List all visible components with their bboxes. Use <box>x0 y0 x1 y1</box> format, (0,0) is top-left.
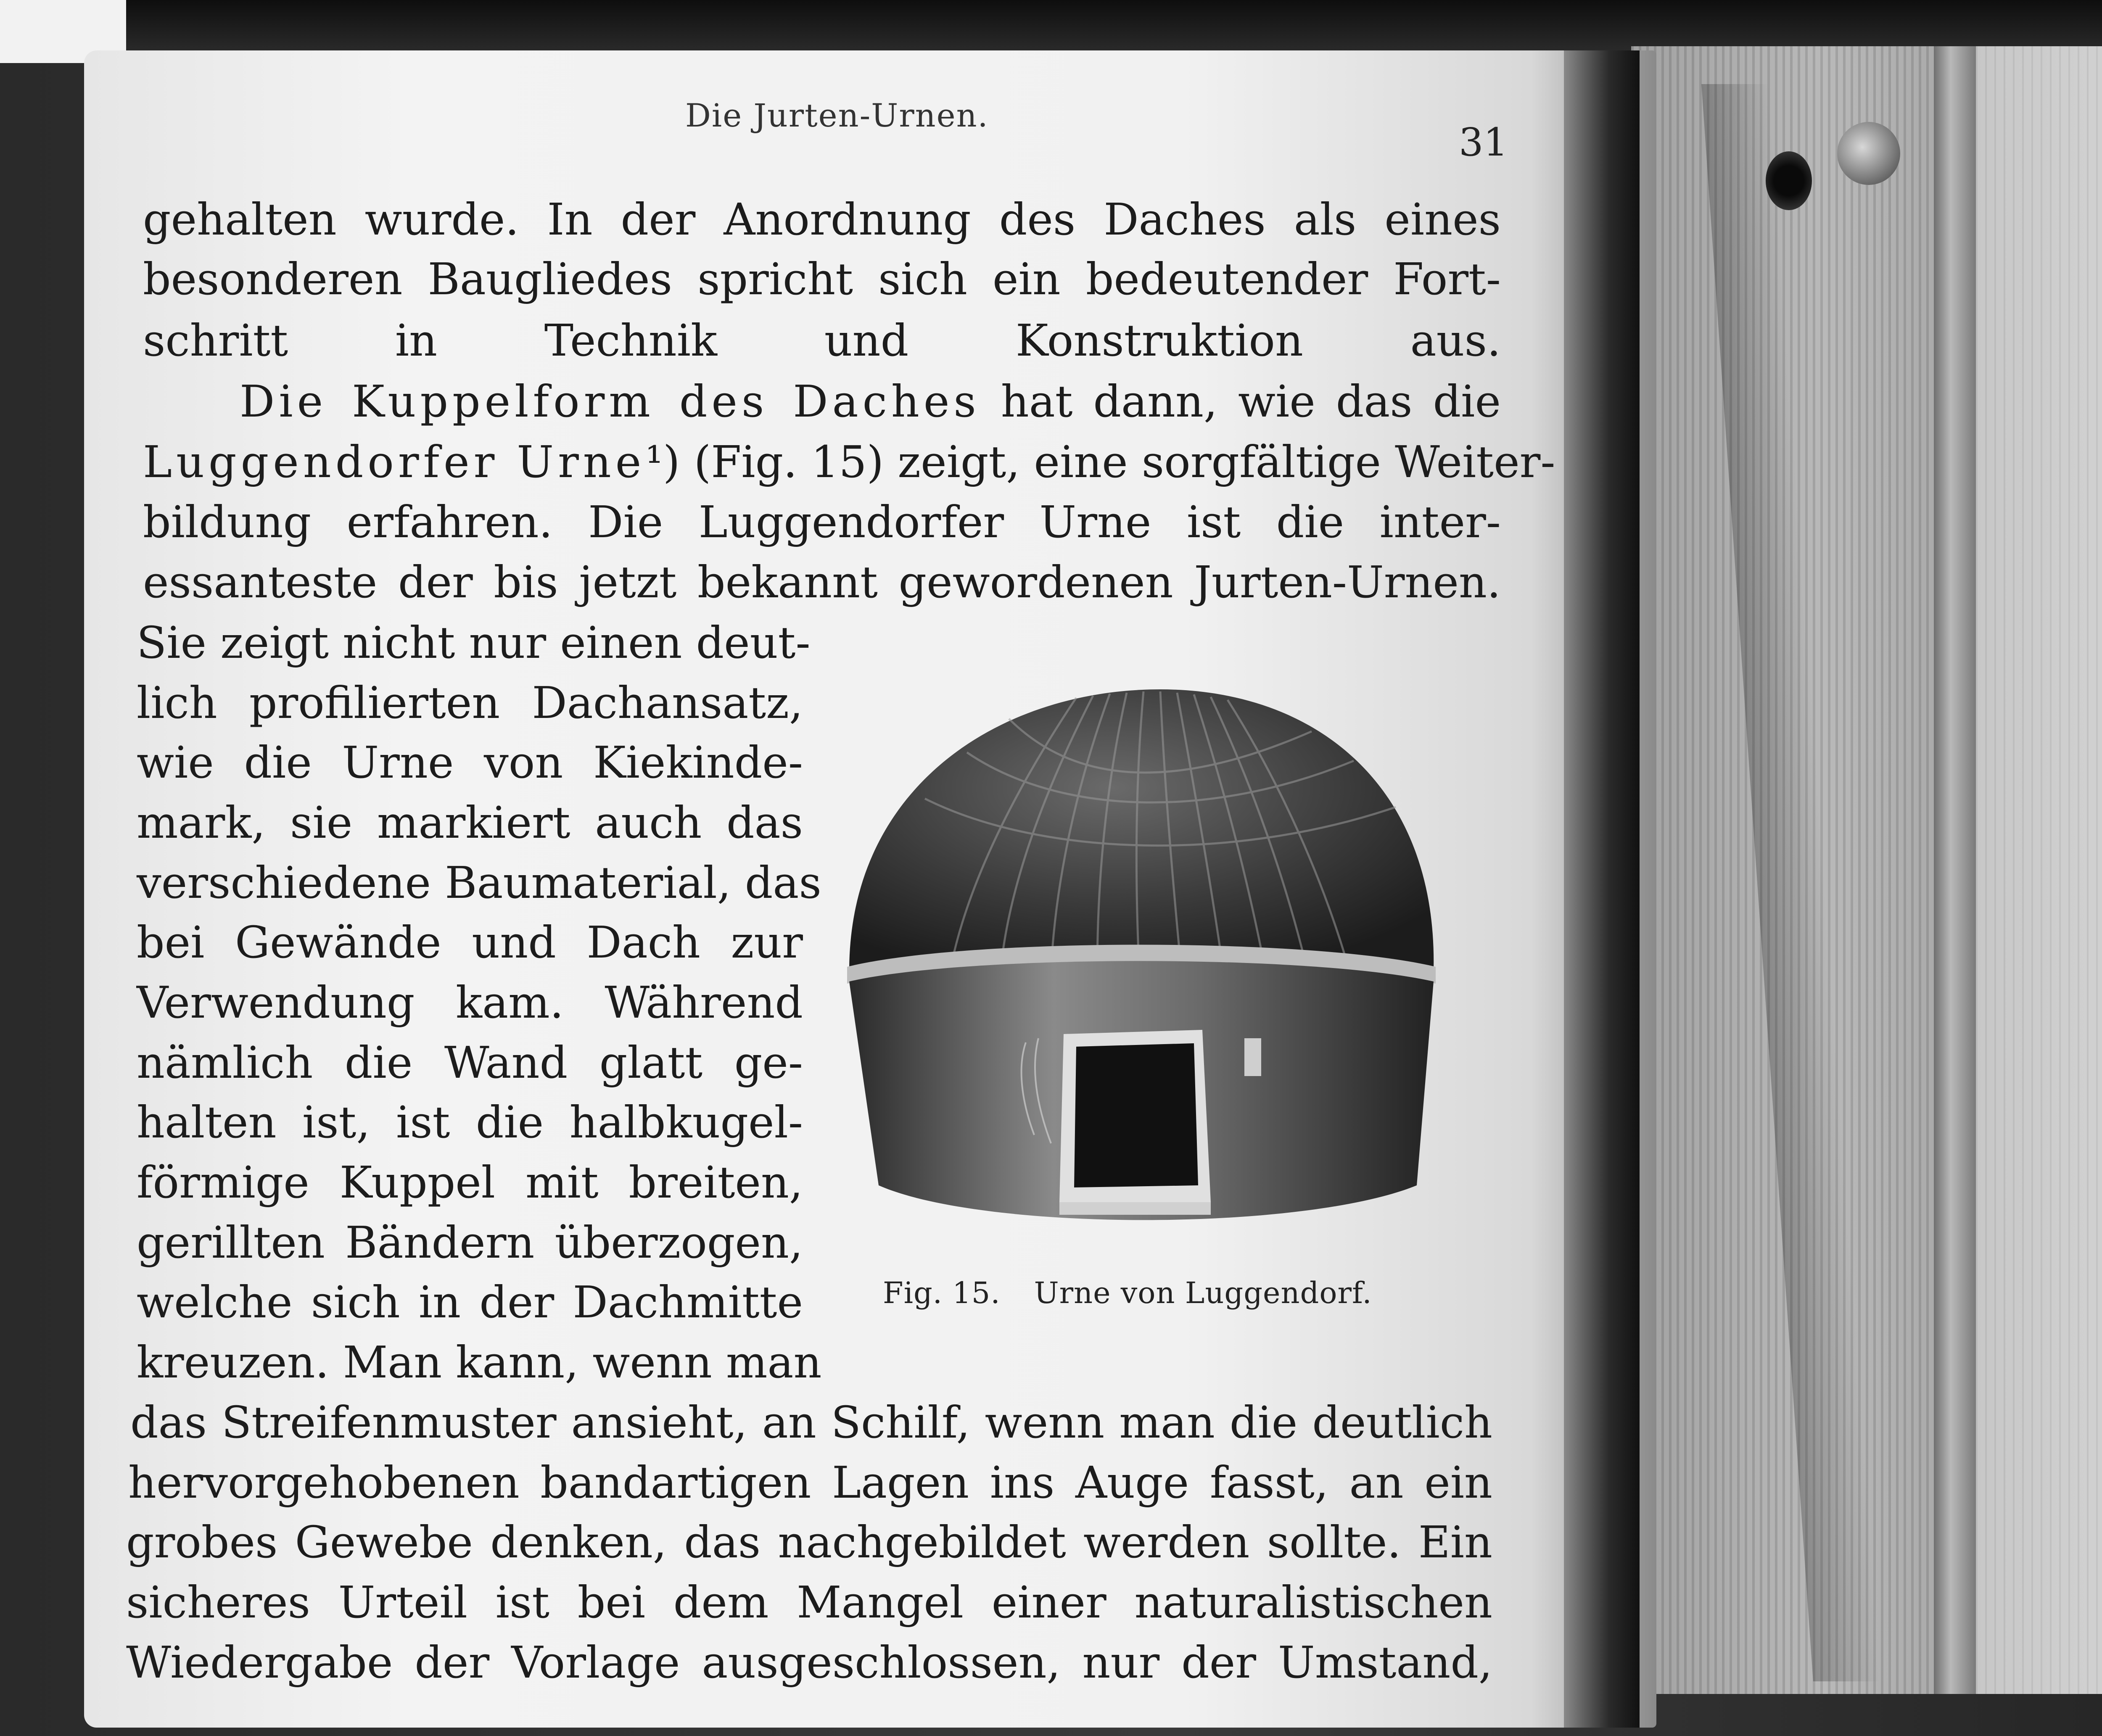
figure-title: Urne von Luggendorf. <box>1034 1276 1372 1310</box>
text-line: Verwendung kam. Während <box>137 977 803 1028</box>
text-line: mark, sie markiert auch das <box>137 797 803 848</box>
text-line: besonderen Baugliedes spricht sich ein bedeutender Fort- <box>143 253 1501 305</box>
text-line: bei Gewände und Dach zur <box>137 917 803 968</box>
text-line: sicheres Urteil ist bei dem Mangel einer naturalistischen <box>126 1577 1492 1628</box>
text-line: gehalten wurde. In der Anordnung des Daches als eines <box>143 194 1501 245</box>
urn-illustration <box>841 681 1438 1248</box>
text-line: halten ist, ist die halbkugel- <box>137 1097 803 1148</box>
nail-hole <box>1766 151 1812 210</box>
text-line: essanteste der bis jetzt bekannt gewordenen Jurten-Urnen. <box>143 557 1501 608</box>
text-line: kreuzen. Man kann, wenn man <box>137 1337 822 1388</box>
text-line: wie die Urne von Kiekinde- <box>137 737 803 788</box>
board-edge <box>1934 46 1976 1694</box>
nail-head <box>1837 122 1900 185</box>
text-line: bildung erfahren. Die Luggendorfer Urne ist die inter- <box>143 496 1501 548</box>
text-line: verschiedene Baumaterial, das <box>137 857 821 908</box>
figure-label: Fig. 15. <box>883 1276 1001 1310</box>
text-line: nämlich die Wand glatt ge- <box>137 1037 803 1088</box>
text-line <box>143 436 1555 488</box>
text-line: lich profilierten Dachansatz, <box>137 677 803 728</box>
spaced-phrase: Die Kuppelform des Daches <box>240 376 980 427</box>
text-line: Wiedergabe der Vorlage ausgeschlossen, nur der Umstand, <box>126 1637 1492 1688</box>
text-run: hat dann, wie das die <box>980 376 1501 427</box>
book-gutter <box>1564 50 1640 1728</box>
page-number: 31 <box>1459 120 1508 165</box>
text-line: schritt in Technik und Konstruktion aus. <box>143 315 1501 366</box>
text-line: das Streifenmuster ansieht, an Schilf, wenn man die deutlich <box>130 1397 1492 1448</box>
text-line: Sie zeigt nicht nur einen deut- <box>137 617 811 668</box>
text-line: hervorgehobenen bandartigen Lagen ins Auge fasst, an ein <box>128 1457 1492 1508</box>
text-run: ¹) (Fig. 15) zeigt, eine sorgfältige Weiter- <box>645 436 1555 488</box>
text-line: grobes Gewebe denken, das nachgebildet werden sollte. Ein <box>126 1517 1492 1568</box>
text-line <box>143 376 1501 427</box>
text-line: gerillten Bändern überzogen, <box>137 1217 803 1268</box>
text-line: förmige Kuppel mit breiten, <box>137 1157 803 1208</box>
text-line: welche sich in der Dachmitte <box>137 1277 803 1328</box>
spaced-phrase: Luggendorfer Urne <box>143 436 646 488</box>
running-head: Die Jurten-Urnen. <box>685 97 989 134</box>
board-right-plank <box>1976 46 2102 1694</box>
figure-caption <box>883 1276 1372 1310</box>
